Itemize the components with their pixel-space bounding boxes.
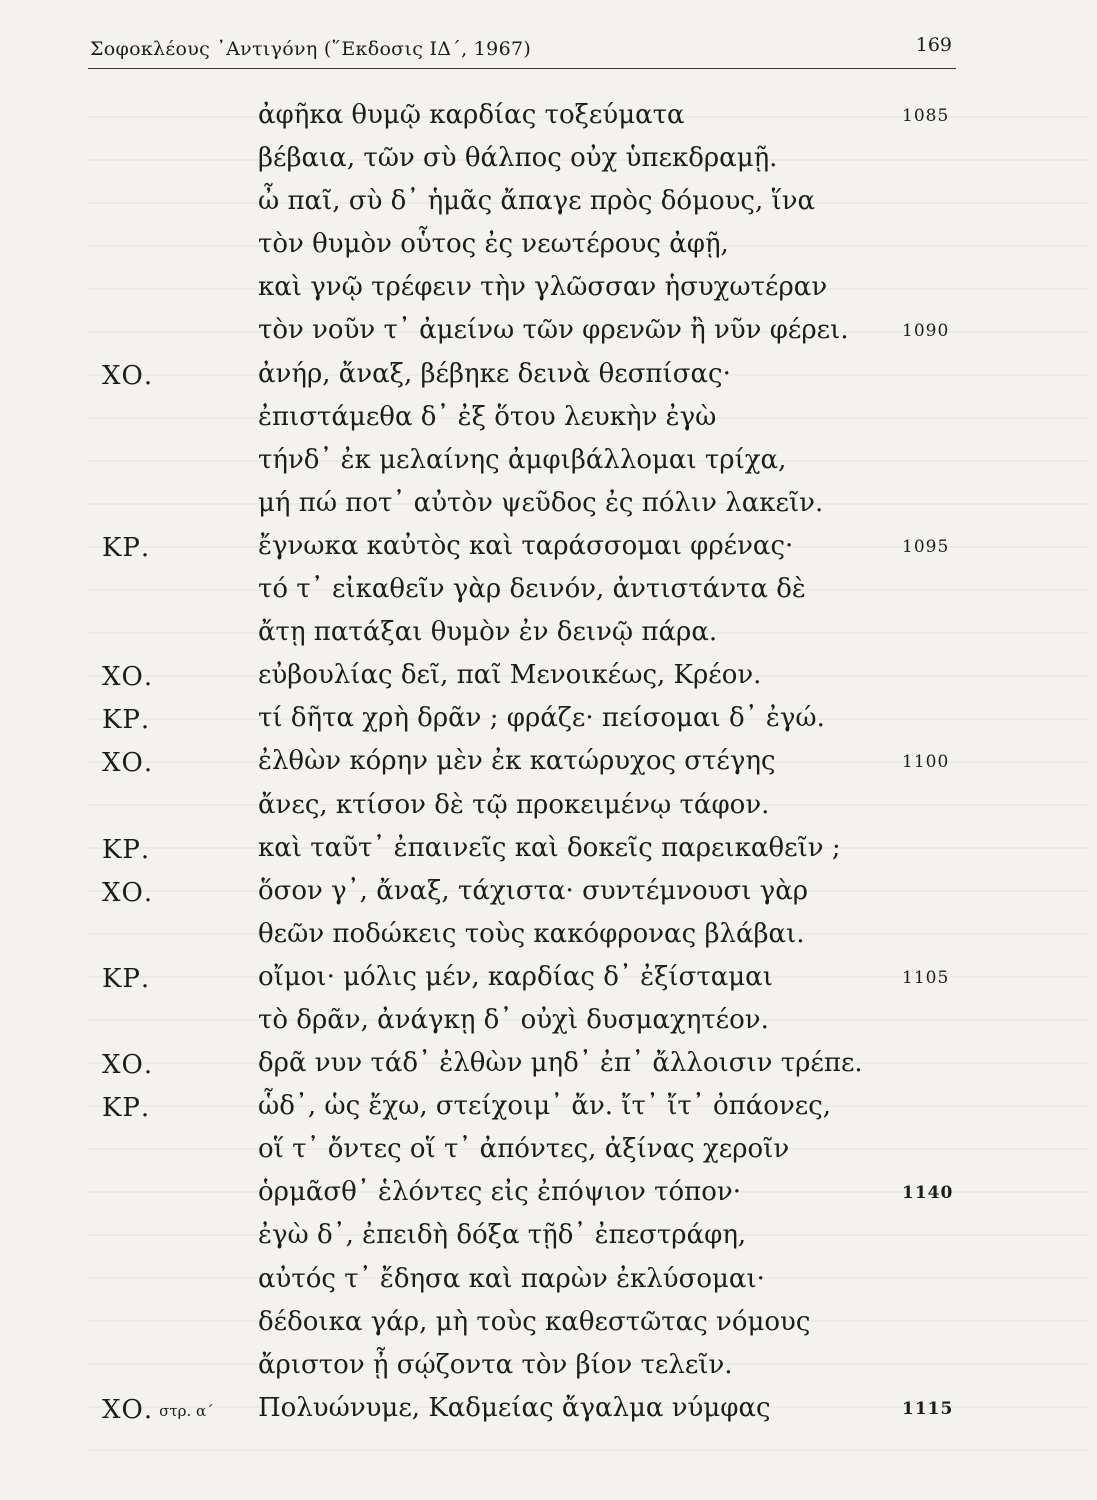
speaker-label	[102, 1309, 108, 1339]
speaker-label	[102, 1050, 159, 1080]
verse-text: θεῶν ποδώκεις τοὺς κακόφρονας βλάβαι.	[258, 918, 805, 949]
speaker-label	[102, 188, 108, 218]
verse-line	[0, 699, 1097, 742]
verse-text: ὁρμᾶσθ᾿ ἑλόντες εἰς ἐπόψιον τόπον·	[258, 1177, 741, 1208]
speaker-label	[102, 1352, 108, 1382]
verse-line	[0, 958, 1097, 1001]
verse-line	[0, 1044, 1097, 1087]
verse-line	[0, 484, 1097, 527]
verse-text: Πολυώνυμε, Καδμείας ἄγαλμα νύμφας	[258, 1392, 771, 1423]
verse-text: ὅσον γ᾿, ἄναξ, τάχιστα· συντέμνουσι γὰρ	[258, 875, 809, 906]
speaker-label	[102, 748, 159, 778]
verse-text: αὐτός τ᾿ ἔδησα καὶ παρὼν ἐκλύσομαι·	[258, 1263, 765, 1294]
verse-text: ἄνες, κτίσον δὲ τῷ προκειμένῳ τάφον.	[258, 789, 770, 820]
speaker-name: ΧΟ.	[102, 1394, 154, 1425]
verse-line	[0, 1303, 1097, 1346]
verse-line	[0, 872, 1097, 915]
verse-line	[0, 1087, 1097, 1130]
speaker-label	[102, 102, 108, 132]
verse-line	[0, 570, 1097, 613]
line-number: 1115	[902, 1398, 954, 1419]
speaker-name: ΚΡ.	[102, 1093, 151, 1124]
verse-line	[0, 1001, 1097, 1044]
speaker-label	[102, 1179, 108, 1209]
speaker-label	[102, 792, 108, 822]
verse-text: τήνδ᾿ ἐκ μελαίνης ἀμφιβάλλομαι τρίχα,	[258, 444, 787, 475]
strophe-marker: στρ. α΄	[159, 1401, 214, 1420]
verse-text: εὐβουλίας δεῖ, παῖ Μενοικέως, Κρέον.	[258, 660, 762, 691]
verse-text: βέβαια, τῶν σὺ θάλπος οὐχ ὑπεκδραμῇ.	[258, 143, 778, 174]
verse-line	[0, 1173, 1097, 1216]
speaker-label	[102, 705, 156, 735]
speaker-label	[102, 274, 108, 304]
verse-line	[0, 225, 1097, 268]
speaker-label	[102, 576, 108, 606]
speaker-label	[102, 1266, 108, 1296]
verse-text: μή πώ ποτ᾿ αὐτὸν ψεῦδος ἐς πόλιν λακεῖν.	[258, 487, 824, 518]
speaker-name: ΧΟ.	[102, 877, 154, 908]
verse-line	[0, 829, 1097, 872]
verse-text: ἄτῃ πατάξαι θυμὸν ἐν δεινῷ πάρα.	[258, 617, 718, 648]
verse-line	[0, 1346, 1097, 1389]
speaker-name: ΧΟ.	[102, 1050, 154, 1081]
speaker-label	[102, 404, 108, 434]
verse-line	[0, 268, 1097, 311]
speaker-label	[102, 533, 156, 563]
verse-text: οἵ τ᾿ ὄντες οἵ τ᾿ ἀπόντες, ἀξίνας χεροῖν	[258, 1134, 790, 1165]
header-title: Σοφοκλέους ᾿Αντιγόνη (῞Εκδοσις ΙΔ΄, 1967)	[90, 38, 532, 60]
verse-text: ἀφῆκα θυμῷ καρδίας τοξεύματα	[258, 100, 685, 130]
verse-text: τί δῆτα χρὴ δρᾶν ; φράζε· πείσομαι δ᾿ ἐγώ.	[258, 703, 825, 734]
speaker-label	[102, 145, 108, 175]
verse-line	[0, 1130, 1097, 1173]
verse-line	[0, 1260, 1097, 1303]
verse-text: ἐπιστάμεθα δ᾿ ἐξ ὅτου λευκὴν ἐγὼ	[258, 401, 717, 432]
speaker-name: ΧΟ.	[102, 662, 154, 693]
verse-line	[0, 96, 1097, 139]
speaker-label	[102, 619, 108, 649]
verse-text: καὶ ταῦτ᾿ ἐπαινεῖς καὶ δοκεῖς παρεικαθεῖν ;	[258, 832, 841, 863]
speaker-label	[102, 231, 108, 261]
line-number: 1100	[902, 752, 950, 773]
verse-text: τὸ δρᾶν, ἀνάγκῃ δ᾿ οὐχὶ δυσμαχητέον.	[258, 1004, 769, 1035]
line-number: 1085	[902, 106, 950, 126]
speaker-label	[102, 1136, 108, 1166]
verse-line	[0, 441, 1097, 484]
verse-text: ἀνήρ, ἄναξ, βέβηκε δεινὰ θεσπίσας·	[258, 358, 731, 389]
speaker-label	[102, 1395, 214, 1425]
verse-line	[0, 656, 1097, 699]
speaker-label	[102, 662, 159, 692]
verse-text: ἐλθὼν κόρην μὲν ἐκ κατώρυχος στέγης	[258, 746, 776, 777]
speaker-label	[102, 490, 108, 520]
speaker-name: ΚΡ.	[102, 834, 151, 865]
speaker-label	[102, 1007, 108, 1037]
verse-text: οἴμοι· μόλις μέν, καρδίας δ᾿ ἐξίσταμαι	[258, 961, 773, 992]
verse-text: ὦ παῖ, σὺ δ᾿ ἡμᾶς ἄπαγε πρὸς δόμους, ἵνα	[258, 186, 816, 217]
verse-text: ἄριστον ᾖ σῴζοντα τὸν βίον τελεῖν.	[258, 1349, 733, 1380]
verse-line	[0, 398, 1097, 441]
line-number: 1095	[902, 536, 950, 557]
speaker-name: ΧΟ.	[102, 748, 154, 779]
verse-line	[0, 139, 1097, 182]
speaker-name: ΚΡ.	[102, 532, 151, 563]
verse-line	[0, 311, 1097, 354]
verse-line	[0, 1389, 1097, 1432]
speaker-label	[102, 964, 156, 994]
line-number: 1105	[902, 967, 950, 988]
verse-line	[0, 527, 1097, 570]
verse-line	[0, 915, 1097, 958]
verse-text: ἐγὼ δ᾿, ἐπειδὴ δόξα τῇδ᾿ ἐπεστράφη,	[258, 1220, 747, 1251]
speaker-label	[102, 361, 159, 391]
verse-text: τὸν νοῦν τ᾿ ἀμείνω τῶν φρενῶν ἢ νῦν φέρει.	[258, 315, 849, 346]
speaker-label	[102, 921, 108, 951]
speaker-label	[102, 447, 108, 477]
page-number: 169	[915, 34, 952, 56]
verse-text: δρᾶ νυν τάδ᾿ ἐλθὼν μηδ᾿ ἐπ᾿ ἄλλοισιν τρέπε.	[258, 1048, 863, 1079]
verse-line	[0, 1216, 1097, 1259]
speaker-label	[102, 878, 159, 908]
verse-line	[0, 355, 1097, 398]
speaker-label	[102, 1093, 156, 1123]
verse-line	[0, 742, 1097, 785]
verse-text: τό τ᾿ εἰκαθεῖν γὰρ δεινόν, ἀντιστάντα δὲ	[258, 574, 806, 605]
verse-line	[0, 786, 1097, 829]
verse-line	[0, 182, 1097, 225]
verse-text: τὸν θυμὸν οὗτος ἐς νεωτέρους ἀφῇ,	[258, 229, 729, 260]
speaker-label	[102, 835, 156, 865]
verse-text: ἔγνωκα καὐτὸς καὶ ταράσσομαι φρένας·	[258, 530, 794, 561]
speaker-name: ΚΡ.	[102, 963, 151, 994]
line-number: 1090	[902, 321, 950, 342]
verse-text: ὧδ᾿, ὡς ἔχω, στείχοιμ᾿ ἄν. ἴτ᾿ ἴτ᾿ ὀπάονες,	[258, 1091, 832, 1122]
speaker-name: ΚΡ.	[102, 705, 151, 736]
speaker-name: ΧΟ.	[102, 360, 154, 391]
verse-line	[0, 613, 1097, 656]
speaker-label	[102, 317, 108, 347]
line-number: 1140	[902, 1183, 954, 1204]
speaker-label	[102, 1222, 108, 1252]
running-header	[88, 28, 956, 69]
verse-text: καὶ γνῷ τρέφειν τὴν γλῶσσαν ἡσυχωτέραν	[258, 272, 828, 303]
verse-text: δέδοικα γάρ, μὴ τοὺς καθεστῶτας νόμους	[258, 1306, 811, 1337]
verse-block	[0, 96, 1097, 1432]
